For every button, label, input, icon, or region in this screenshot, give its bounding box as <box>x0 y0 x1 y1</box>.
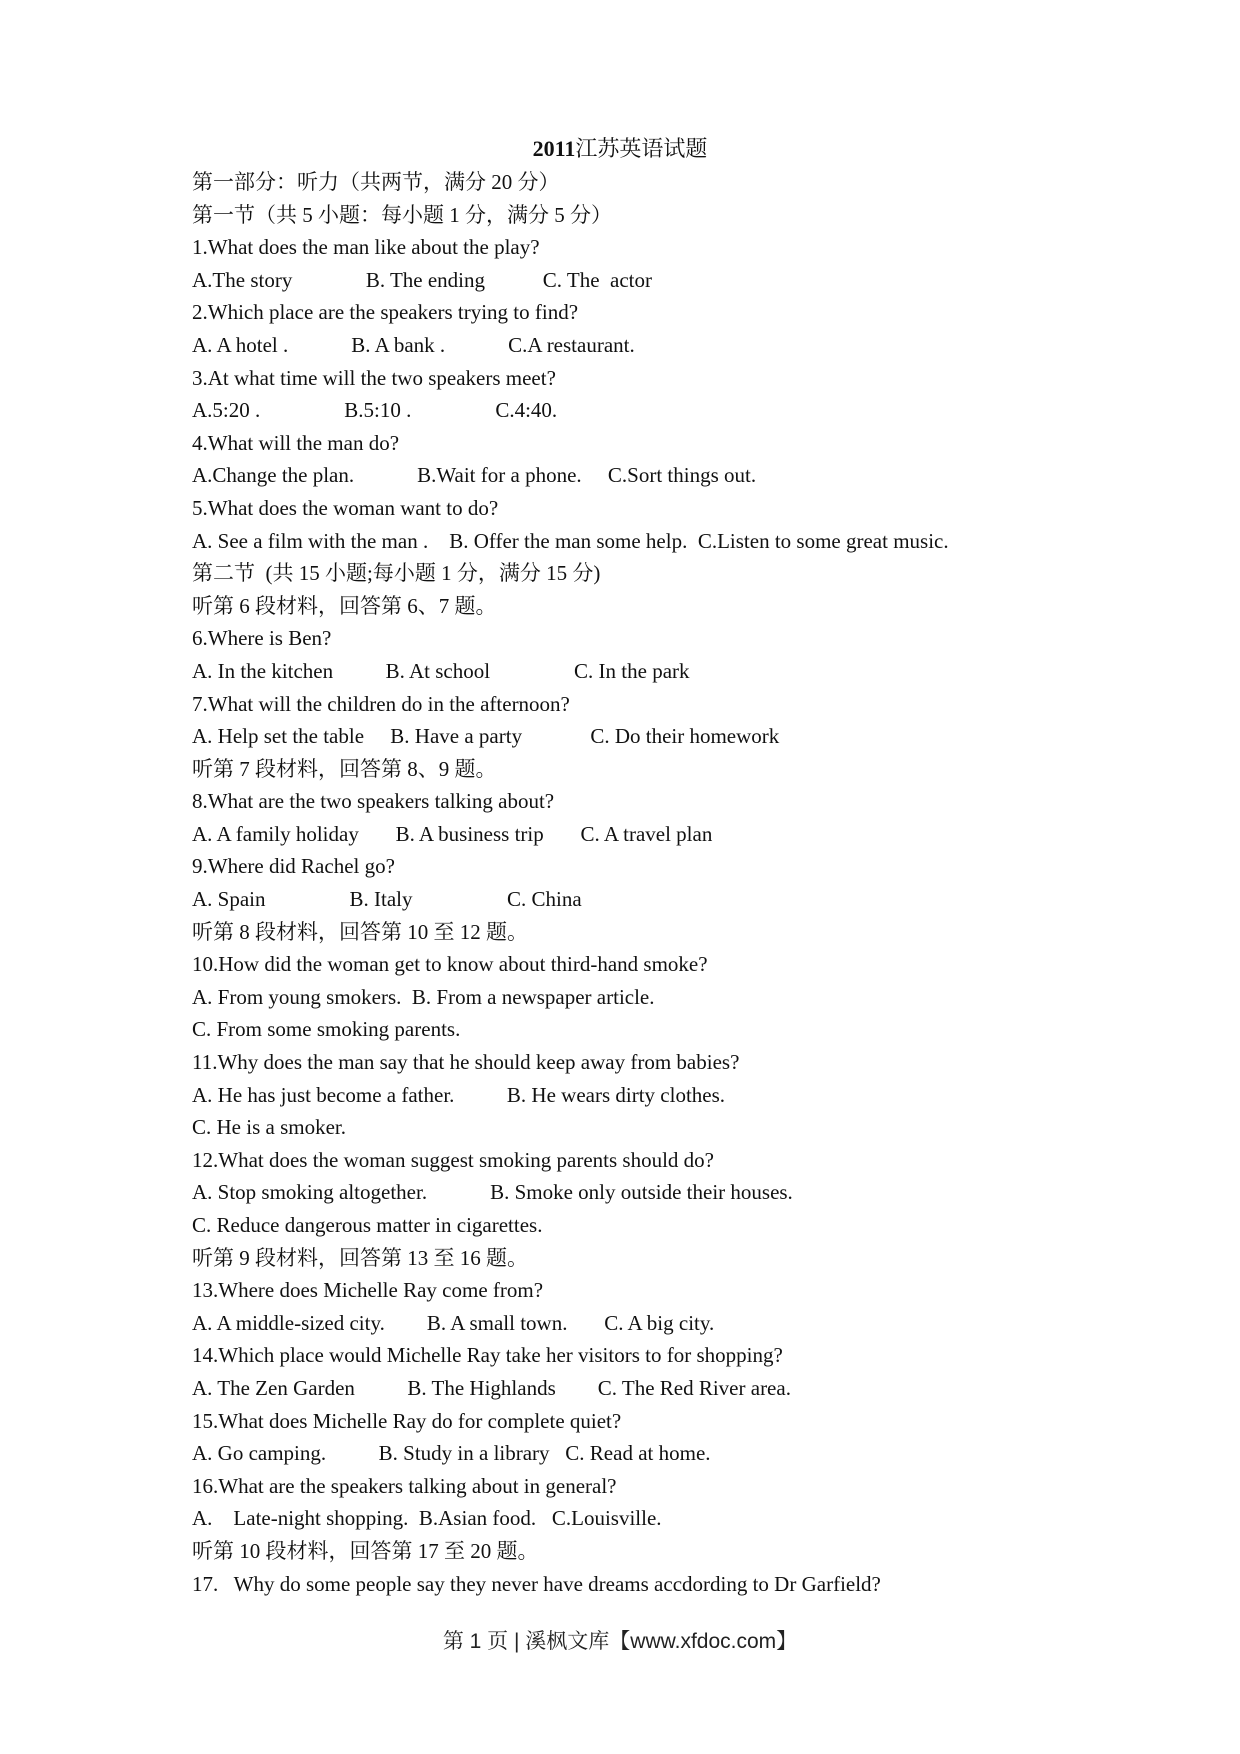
page-title <box>0 136 1240 162</box>
text-line: 3.At what time will the two speakers meet? <box>192 365 556 390</box>
text-line: 5.What does the woman want to do? <box>192 495 499 520</box>
page-footer: 第 1 页 | 溪枫文库【www.xfdoc.com】 <box>442 1630 798 1653</box>
text-line: 6.Where is Ben? <box>192 626 332 651</box>
text-line: 听第 10 段材料，回答第 17 至 20 题。 <box>192 1538 539 1563</box>
text-line: A. See a film with the man . B. Offer the man some help. C.Listen to some great music. <box>192 528 949 553</box>
text-line: A. A family holiday B. A business trip C. A travel plan <box>192 821 713 846</box>
text-line: 13.Where does Michelle Ray come from? <box>192 1278 544 1303</box>
text-line: 17. Why do some people say they never have dreams accdording to Dr Garfield? <box>192 1571 881 1596</box>
text-line: 8.What are the two speakers talking about? <box>192 789 555 814</box>
text-line: 4.What will the man do? <box>192 430 400 455</box>
text-line: 15.What does Michelle Ray do for complete quiet? <box>192 1408 622 1433</box>
text-line: A. He has just become a father. B. He wears dirty clothes. <box>192 1082 726 1107</box>
text-line: 7.What will the children do in the afternoon? <box>192 691 570 716</box>
document-body <box>192 166 1192 1600</box>
text-line: A.The story B. The ending C. The actor <box>192 267 652 292</box>
text-line: A. The Zen Garden B. The Highlands C. The Red River area. <box>192 1375 791 1400</box>
text-line: 听第 7 段材料，回答第 8、9 题。 <box>192 756 497 781</box>
text-line: 9.Where did Rachel go? <box>192 854 395 879</box>
text-line: C. From some smoking parents. <box>192 1017 461 1042</box>
text-line: C. Reduce dangerous matter in cigarettes. <box>192 1213 543 1237</box>
text-line: A. Go camping. B. Study in a library C. Read at home. <box>192 1441 711 1466</box>
text-line: A. Spain B. Italy C. China <box>192 887 582 912</box>
text-line: A. Late-night shopping. B.Asian food. C.Louisville. <box>192 1506 662 1531</box>
text-line: 12.What does the woman suggest smoking parents should do? <box>192 1147 715 1172</box>
text-line: 2.Which place are the speakers trying to find? <box>192 300 579 325</box>
text-line: 11.Why does the man say that he should keep away from babies? <box>192 1050 740 1075</box>
text-line: 14.Which place would Michelle Ray take her visitors to for shopping? <box>192 1343 783 1368</box>
text-line: 10.How did the woman get to know about third-hand smoke? <box>192 952 708 977</box>
text-line: 16.What are the speakers talking about in general? <box>192 1473 617 1498</box>
text-line: 1.What does the man like about the play? <box>192 235 540 260</box>
text-line: 听第 6 段材料，回答第 6、7 题。 <box>192 593 497 618</box>
title-year: 2011 <box>532 136 576 161</box>
text-line: C. He is a smoker. <box>192 1115 346 1140</box>
text-line: 第一节（共 5 小题：每小题 1 分，满分 5 分） <box>192 202 612 227</box>
text-line: A.Change the plan. B.Wait for a phone. C.Sort things out. <box>192 463 757 488</box>
text-line: A. A middle-sized city. B. A small town. C. A big city. <box>192 1310 715 1335</box>
text-line: A. Help set the table B. Have a party C. Do their homework <box>192 724 780 749</box>
text-line: 第一部分：听力（共两节，满分 20 分） <box>192 170 560 194</box>
text-line: A. Stop smoking altogether. B. Smoke only outside their houses. <box>192 1180 793 1205</box>
text-line: 第二节 (共 15 小题;每小题 1 分，满分 15 分) <box>192 561 601 586</box>
text-line: 听第 9 段材料，回答第 13 至 16 题。 <box>192 1245 528 1270</box>
text-line: 听第 8 段材料，回答第 10 至 12 题。 <box>192 919 528 944</box>
text-line: A.5:20 . B.5:10 . C.4:40. <box>192 398 558 423</box>
title-text: 江苏英语试题 <box>575 136 708 161</box>
text-line: A. From young smokers. B. From a newspaper article. <box>192 984 655 1009</box>
text-line: A. In the kitchen B. At school C. In the park <box>192 658 690 683</box>
text-line: A. A hotel . B. A bank . C.A restaurant. <box>192 332 635 357</box>
